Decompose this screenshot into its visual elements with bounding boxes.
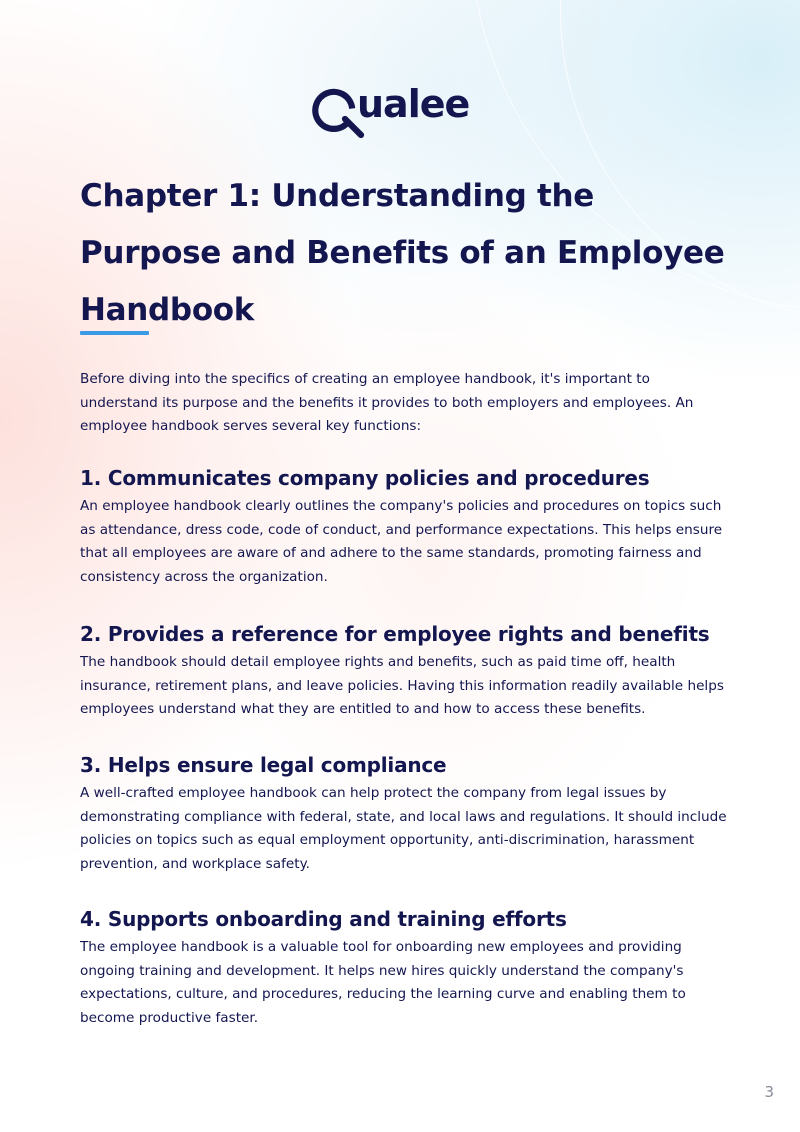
svg-text:ualee: ualee xyxy=(357,82,470,126)
section-onboarding-training xyxy=(80,906,730,1030)
title-accent-underline xyxy=(80,331,149,335)
qualee-logo xyxy=(312,80,492,142)
section-heading: 2. Provides a reference for employee rights and benefits xyxy=(80,622,710,646)
page-number: 3 xyxy=(764,1083,774,1101)
section-heading: 1. Communicates company policies and procedures xyxy=(80,466,650,490)
chapter-title: Chapter 1: Understanding the Purpose and Benefits of an Employee Handbook xyxy=(80,178,725,328)
section-body: An employee handbook clearly outlines the company's policies and procedures on topics such as attendance, dress code, code of conduct, and performance expectations. This helps ensure that all employees are aware of and adhere to the same standards, promoting fairness and consistency across the organization. xyxy=(80,498,723,585)
section-body: The handbook should detail employee rights and benefits, such as paid time off, health insurance, retirement plans, and leave policies. Having this information readily available helps employees understand what they are entitled to and how to access these benefits. xyxy=(80,654,724,717)
section-body: The employee handbook is a valuable tool for onboarding new employees and providing ongoing training and development. It helps new hires quickly understand the company's expectations, culture, and procedures, reducing the learning curve and enabling them to become productive faster. xyxy=(80,939,686,1026)
section-communicates-policies xyxy=(80,465,730,589)
intro-paragraph: Before diving into the specifics of creating an employee handbook, it's important to understand its purpose and the benefits it provides to both employers and employees. An employee handbook serves several key functions: xyxy=(80,371,694,434)
section-heading: 4. Supports onboarding and training efforts xyxy=(80,907,567,931)
section-rights-and-benefits xyxy=(80,621,730,722)
section-heading: 3. Helps ensure legal compliance xyxy=(80,753,447,777)
section-legal-compliance xyxy=(80,752,730,876)
section-body: A well-crafted employee handbook can help protect the company from legal issues by demonstrating compliance with federal, state, and local laws and regulations. It should include policies on topics such as equal employment opportunity, anti-discrimination, harassment prevention, and workplace safety. xyxy=(80,785,727,872)
